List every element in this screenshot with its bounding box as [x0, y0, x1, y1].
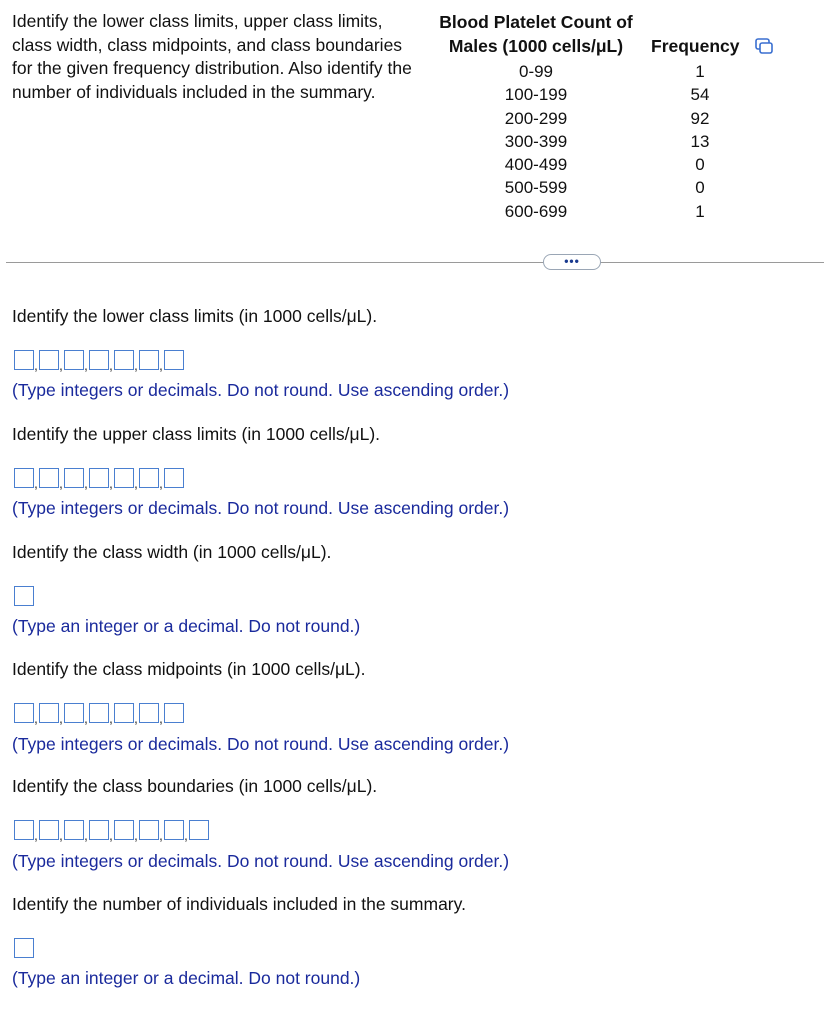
- class-cell: 200-299: [504, 108, 568, 128]
- upper-limits-prompt: Identify the upper class limits (in 1000 cells/μL).: [12, 424, 381, 444]
- frequency-cell: 54: [690, 85, 710, 105]
- midpoints-prompt: Identify the class midpoints (in 1000 cells/μL).: [12, 659, 366, 679]
- class-width-answers: [14, 582, 34, 606]
- class-cell: 300-399: [504, 131, 568, 151]
- header-class-column: Blood Platelet Count of Males (1000 cells/μL): [439, 12, 633, 56]
- copy-icon[interactable]: [755, 38, 773, 54]
- header-frequency-column: Frequency: [651, 36, 740, 56]
- boundaries-answers: [14, 816, 209, 843]
- answer-input-box[interactable]: [139, 350, 159, 370]
- comma-separator: ,: [84, 827, 88, 843]
- upper-limits-answers: [14, 464, 184, 491]
- comma-separator: ,: [59, 827, 63, 843]
- frequency-cell: 1: [695, 201, 705, 221]
- comma-separator: ,: [159, 827, 163, 843]
- answer-input-box[interactable]: [39, 350, 59, 370]
- answer-input-box[interactable]: [14, 350, 34, 370]
- midpoints-hint: (Type integers or decimals. Do not round. Use ascending order.): [12, 734, 510, 754]
- comma-separator: ,: [59, 357, 63, 373]
- individuals-hint: (Type an integer or a decimal. Do not round.): [12, 968, 361, 988]
- answer-input-box[interactable]: [89, 820, 109, 840]
- answer-input-box[interactable]: [64, 820, 84, 840]
- answer-input-box[interactable]: [89, 703, 109, 723]
- table-row: [425, 153, 785, 176]
- comma-separator: ,: [109, 475, 113, 491]
- comma-separator: ,: [184, 827, 188, 843]
- table-row: [425, 176, 785, 199]
- lower-limits-hint: (Type integers or decimals. Do not round. Use ascending order.): [12, 380, 510, 400]
- answer-input-box[interactable]: [114, 820, 134, 840]
- answer-input-box[interactable]: [14, 938, 34, 958]
- frequency-cell: 92: [690, 108, 710, 128]
- table-row: [425, 107, 785, 130]
- comma-separator: ,: [84, 475, 88, 491]
- class-cell: 100-199: [504, 85, 568, 105]
- comma-separator: ,: [134, 475, 138, 491]
- answer-input-box[interactable]: [139, 820, 159, 840]
- comma-separator: ,: [59, 475, 63, 491]
- lower-limits-prompt: Identify the lower class limits (in 1000 cells/μL).: [12, 306, 378, 326]
- table-row: [425, 200, 785, 223]
- answer-input-box[interactable]: [164, 468, 184, 488]
- table-row: [425, 60, 785, 83]
- comma-separator: ,: [159, 357, 163, 373]
- answer-input-box[interactable]: [39, 820, 59, 840]
- answer-input-box[interactable]: [139, 468, 159, 488]
- answer-input-box[interactable]: [89, 468, 109, 488]
- frequency-cell: 13: [690, 131, 710, 151]
- midpoints-answers: [14, 699, 184, 726]
- answer-input-box[interactable]: [14, 820, 34, 840]
- comma-separator: ,: [134, 710, 138, 726]
- comma-separator: ,: [59, 710, 63, 726]
- answer-input-box[interactable]: [89, 350, 109, 370]
- answer-input-box[interactable]: [14, 468, 34, 488]
- comma-separator: ,: [134, 827, 138, 843]
- comma-separator: ,: [34, 827, 38, 843]
- answer-input-box[interactable]: [114, 350, 134, 370]
- table-row: [425, 83, 785, 106]
- boundaries-prompt: Identify the class boundaries (in 1000 cells/μL).: [12, 776, 378, 796]
- table-row: [425, 130, 785, 153]
- frequency-cell: 0: [695, 178, 705, 198]
- answer-input-box[interactable]: [189, 820, 209, 840]
- class-cell: 400-499: [504, 155, 568, 175]
- boundaries-hint: (Type integers or decimals. Do not round. Use ascending order.): [12, 851, 510, 871]
- comma-separator: ,: [84, 710, 88, 726]
- answer-input-box[interactable]: [114, 468, 134, 488]
- answer-input-box[interactable]: [64, 350, 84, 370]
- individuals-prompt: Identify the number of individuals included in the summary.: [12, 894, 466, 914]
- answer-input-box[interactable]: [164, 703, 184, 723]
- section-divider: [6, 262, 824, 263]
- answer-input-box[interactable]: [14, 586, 34, 606]
- comma-separator: ,: [84, 357, 88, 373]
- answer-input-box[interactable]: [14, 703, 34, 723]
- comma-separator: ,: [159, 710, 163, 726]
- answer-input-box[interactable]: [64, 703, 84, 723]
- frequency-cell: 0: [695, 155, 705, 175]
- answer-input-box[interactable]: [39, 703, 59, 723]
- class-width-hint: (Type an integer or a decimal. Do not round.): [12, 616, 361, 636]
- answer-input-box[interactable]: [139, 703, 159, 723]
- problem-statement: Identify the lower class limits, upper class limits, class width, class midpoints, and class boundaries for the given frequency distribution. Also identify the number of individuals included in the summary.: [12, 11, 412, 102]
- answer-input-box[interactable]: [39, 468, 59, 488]
- class-width-prompt: Identify the class width (in 1000 cells/μL).: [12, 542, 332, 562]
- more-options-button[interactable]: •••: [543, 254, 601, 270]
- comma-separator: ,: [109, 710, 113, 726]
- frequency-cell: 1: [695, 62, 705, 81]
- comma-separator: ,: [34, 357, 38, 373]
- comma-separator: ,: [159, 475, 163, 491]
- class-cell: 0-99: [518, 62, 554, 81]
- answer-input-box[interactable]: [114, 703, 134, 723]
- answer-input-box[interactable]: [164, 350, 184, 370]
- answer-input-box[interactable]: [64, 468, 84, 488]
- class-cell: 500-599: [504, 178, 568, 198]
- comma-separator: ,: [109, 357, 113, 373]
- upper-limits-hint: (Type integers or decimals. Do not round. Use ascending order.): [12, 498, 510, 518]
- lower-limits-answers: [14, 346, 184, 373]
- answer-input-box[interactable]: [164, 820, 184, 840]
- comma-separator: ,: [134, 357, 138, 373]
- comma-separator: ,: [34, 710, 38, 726]
- comma-separator: ,: [34, 475, 38, 491]
- class-cell: 600-699: [504, 201, 568, 221]
- comma-separator: ,: [109, 827, 113, 843]
- individuals-answers: [14, 934, 34, 958]
